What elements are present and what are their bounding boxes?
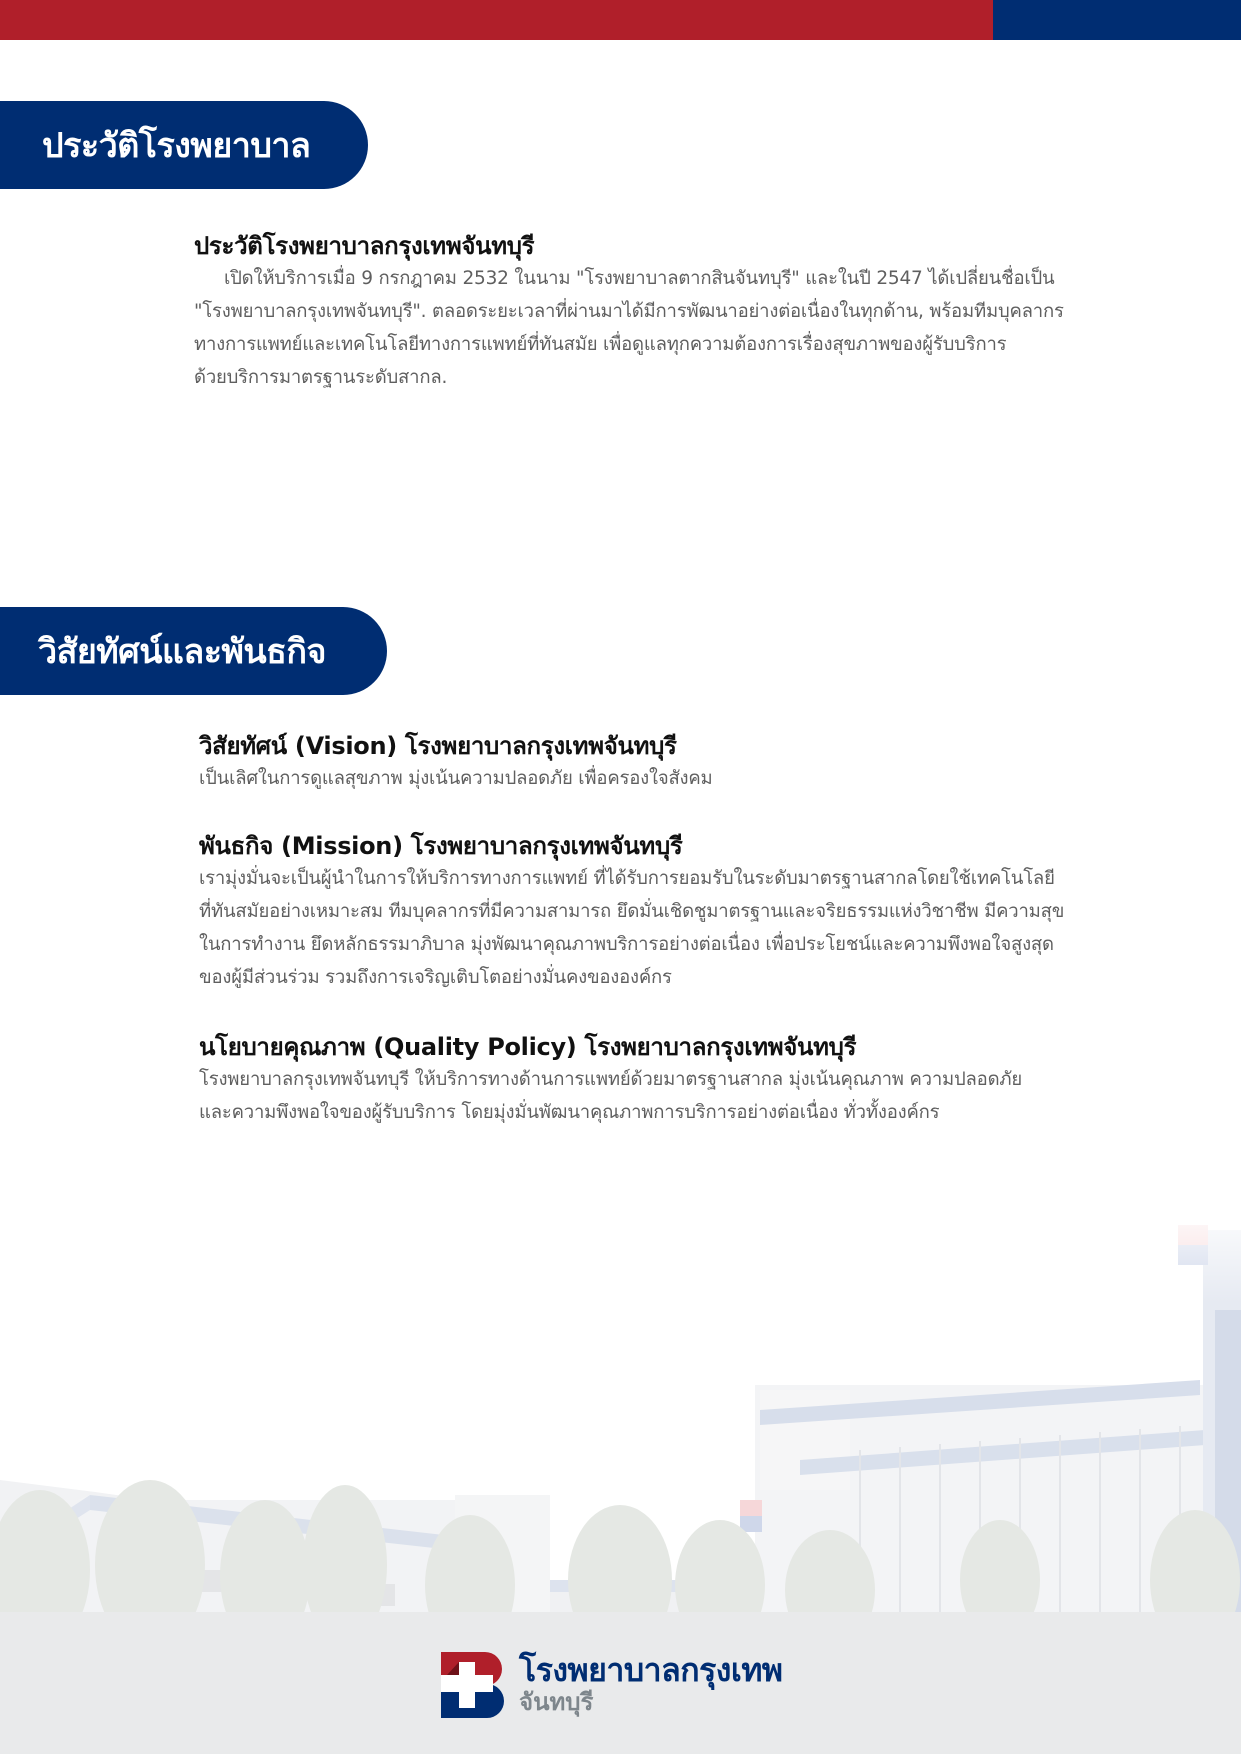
stripe-red <box>0 0 993 40</box>
quality-policy-line-1: โรงพยาบาลกรุงเทพจันทบุรี ให้บริการทางด้านการแพทย์ด้วยมาตรฐานสากล มุ่งเน้นคุณภาพ ความปลอดภัย <box>199 1069 1023 1090</box>
mission-heading: พันธกิจ (Mission) โรงพยาบาลกรุงเทพจันทบุรี <box>199 832 683 860</box>
logo-subtitle: จันทบุรี <box>519 1688 594 1716</box>
hospital-building-image <box>0 1200 1241 1612</box>
section-badge-history <box>0 101 368 189</box>
bangkok-hospital-logo-icon <box>441 1652 507 1718</box>
history-line-2: "โรงพยาบาลกรุงเทพจันทบุรี". ตลอดระยะเวลาที่ผ่านมาได้มีการพัฒนาอย่างต่อเนื่องในทุกด้าน, พร้อมทีมบุคลากร <box>194 301 1064 322</box>
stripe-navy <box>993 0 1241 40</box>
mission-line-1: เรามุ่งมั่นจะเป็นผู้นำในการให้บริการทางการแพทย์ ที่ได้รับการยอมรับในระดับมาตรฐานสากลโดยใช้เทคโนโลยี <box>199 868 1055 889</box>
quality-policy-heading: นโยบายคุณภาพ (Quality Policy) โรงพยาบาลกรุงเทพจันทบุรี <box>199 1033 857 1061</box>
logo-title: โรงพยาบาลกรุงเทพ <box>519 1651 783 1689</box>
hospital-logo <box>441 1652 783 1718</box>
vision-line-1: เป็นเลิศในการดูแลสุขภาพ มุ่งเน้นความปลอดภัย เพื่อครองใจสังคม <box>199 768 713 789</box>
section-title-vision-mission: วิสัยทัศน์และพันธกิจ <box>38 632 326 672</box>
vision-block <box>199 730 1079 795</box>
top-brand-stripe <box>0 0 1241 40</box>
vision-heading: วิสัยทัศน์ (Vision) โรงพยาบาลกรุงเทพจันทบุรี <box>199 732 677 760</box>
section-badge-vision-mission <box>0 607 387 695</box>
mission-line-3: ในการทำงาน ยึดหลักธรรมาภิบาล มุ่งพัฒนาคุณภาพบริการอย่างต่อเนื่อง เพื่อประโยชน์และความพึงพอใจสูงสุด <box>199 934 1054 955</box>
quality-policy-block <box>199 1031 1079 1129</box>
history-heading: ประวัติโรงพยาบาลกรุงเทพจันทบุรี <box>194 232 535 260</box>
history-line-1: เปิดให้บริการเมื่อ 9 กรกฎาคม 2532 ในนาม "โรงพยาบาลตากสินจันทบุรี" และในปี 2547 ได้เปลี่ยนชื่อเป็น <box>224 268 1055 289</box>
history-line-3: ทางการแพทย์และเทคโนโลยีทางการแพทย์ที่ทันสมัย เพื่อดูแลทุกความต้องการเรื่องสุขภาพของผู้รับบริการ <box>194 334 1007 355</box>
mission-line-4: ของผู้มีส่วนร่วม รวมถึงการเจริญเติบโตอย่างมั่นคงขององค์กร <box>199 967 672 988</box>
history-block <box>194 230 1074 394</box>
mission-block <box>199 830 1079 994</box>
quality-policy-line-2: และความพึงพอใจของผู้รับบริการ โดยมุ่งมั่นพัฒนาคุณภาพการบริการอย่างต่อเนื่อง ทั่วทั้งองค์กร <box>199 1102 940 1123</box>
section-title-history: ประวัติโรงพยาบาล <box>42 126 311 166</box>
mission-line-2: ที่ทันสมัยอย่างเหมาะสม ทีมบุคลากรที่มีความสามารถ ยึดมั่นเชิดชูมาตรฐานและจริยธรรมแห่งวิชาชีพ มีความสุข <box>199 901 1065 922</box>
history-line-4: ด้วยบริการมาตรฐานระดับสากล. <box>194 367 448 388</box>
